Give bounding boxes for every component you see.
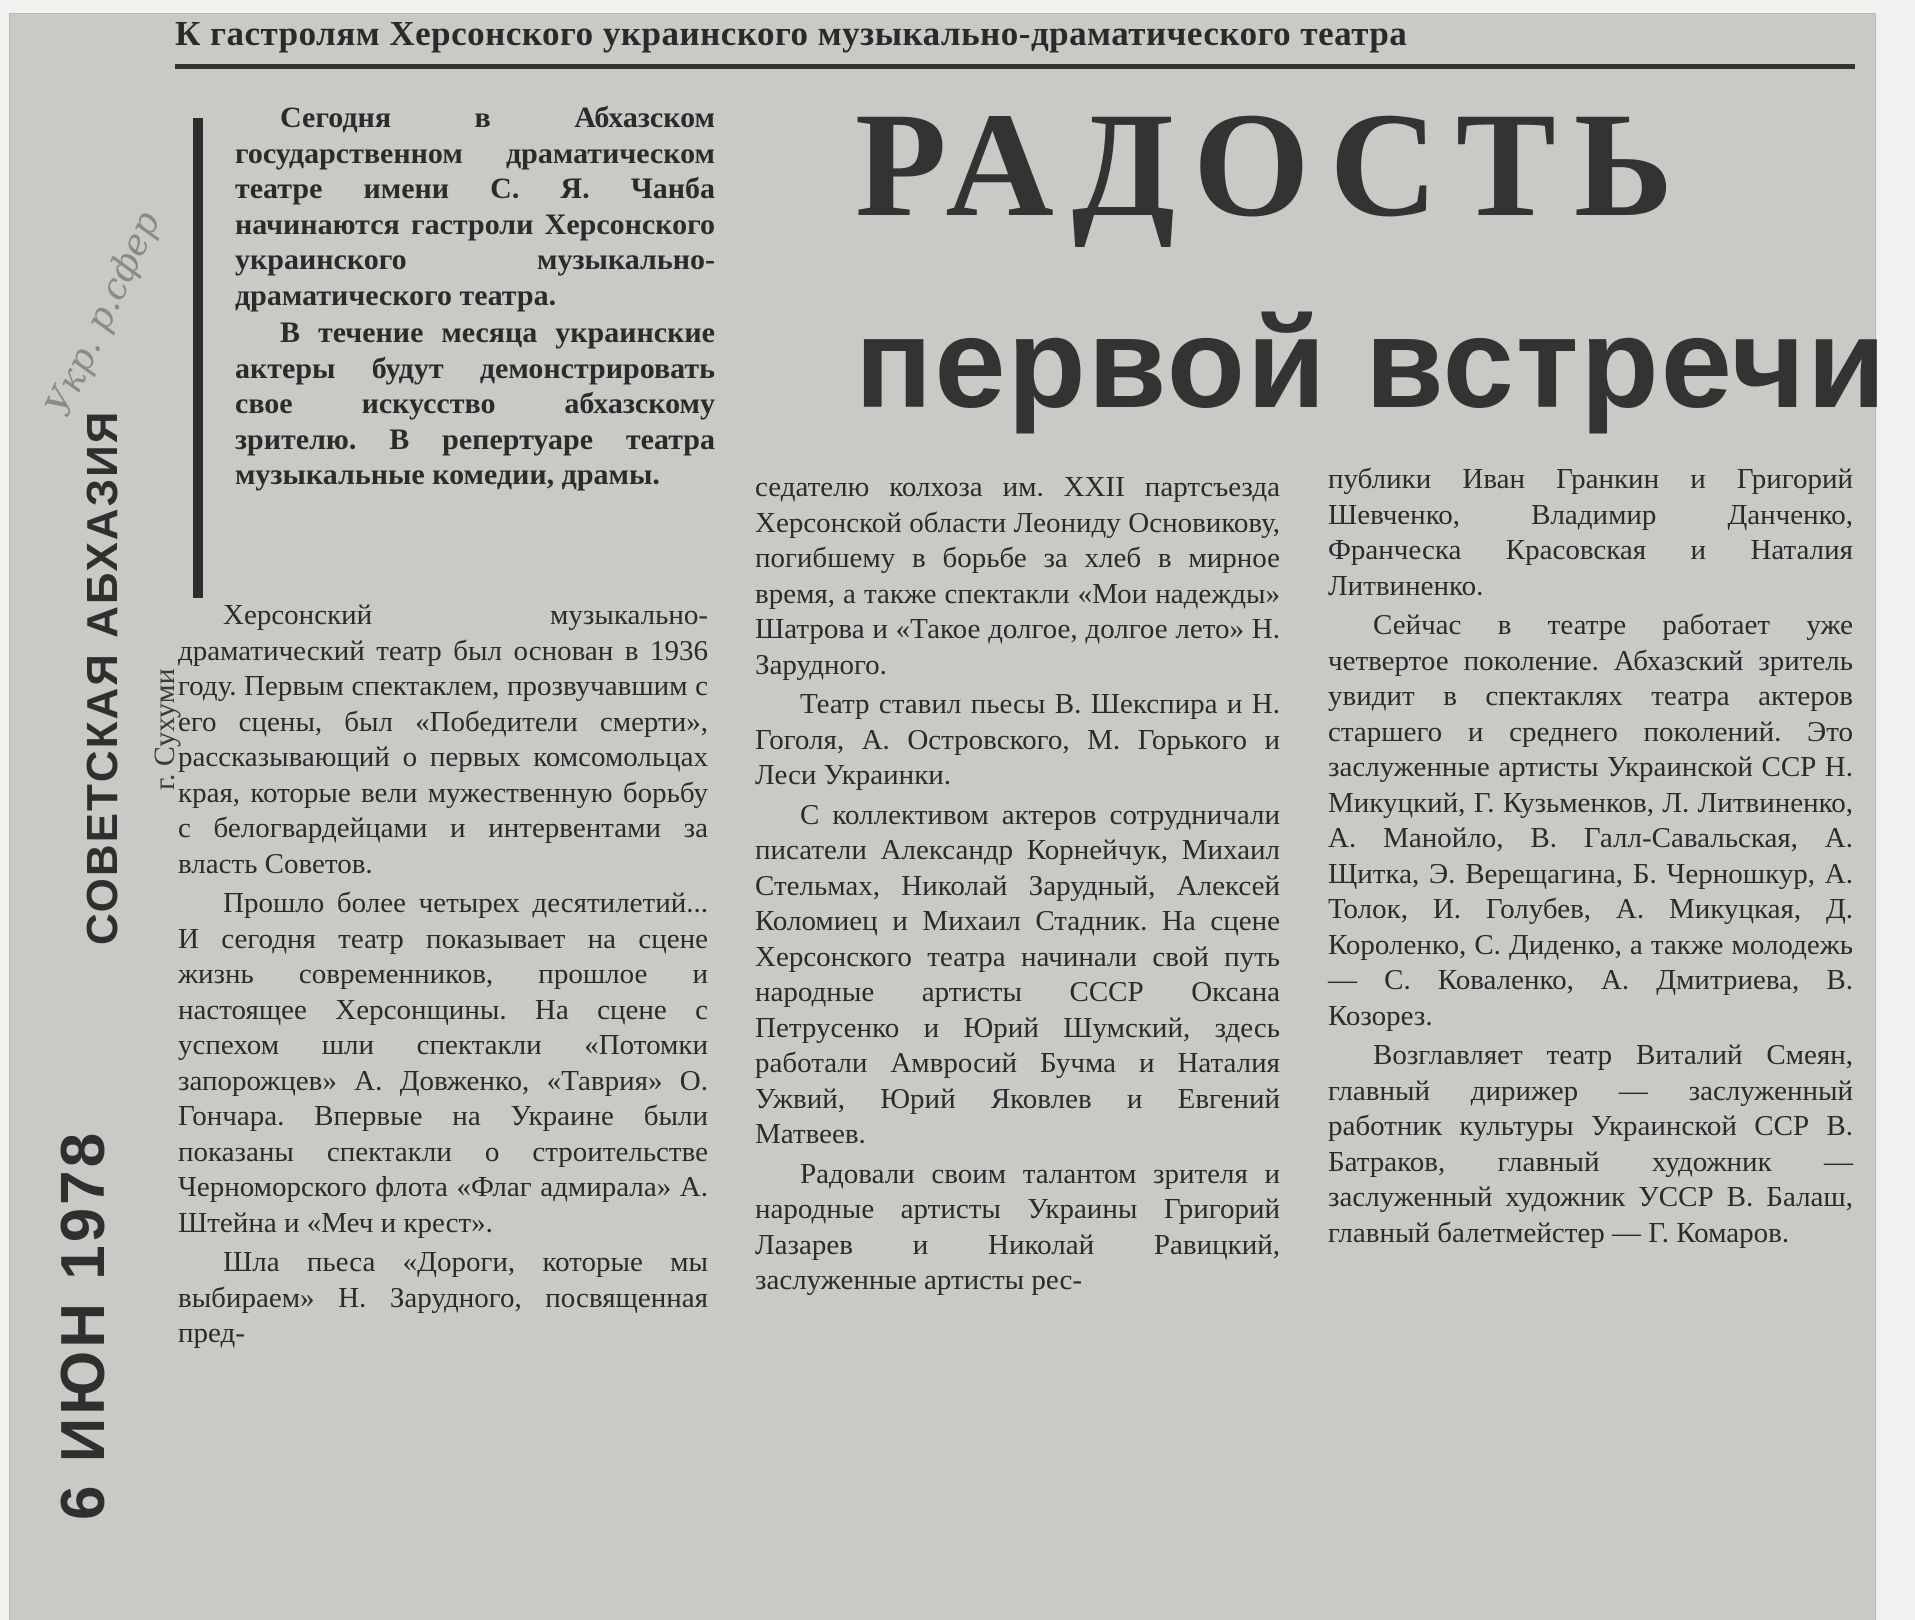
lead-paragraph: Сегодня в Абхазском государственном драматическом театре имени С. Я. Чанба начинаются гастроли Херсонского украинского музыкально-драматического театра. bbox=[235, 101, 715, 312]
column-paragraph: Прошло более четырех десятилетий... И сегодня театр показывает на сцене жизнь современников, прошлое и настоящее Херсонщины. На сцене с успехом шли спектакли «Потомки запорожцев» А. Довженко, «Таврия» О. Гончара. Впервые на Украине были показаны спектакли о строительстве Черноморского флота «Флаг адмирала» А. Штейна и «Меч и крест». bbox=[178, 887, 708, 1239]
article-title-line2: первой встречи bbox=[855, 292, 1888, 435]
column-paragraph: Театр ставил пьесы В. Шекспира и Н. Гоголя, А. Островского, М. Горького и Леси Украинки. bbox=[755, 688, 1280, 791]
headline: К гастролям Херсонского украинского музыкально-драматического театра bbox=[175, 14, 1408, 53]
date-stamp: 6 ИЮН 1978 bbox=[49, 1129, 118, 1520]
lead-paragraphs bbox=[235, 100, 715, 495]
column-paragraph: Возглавляет театр Виталий Смеян, главный дирижер — заслуженный работник культуры Украинской ССР В. Батраков, главный художник — заслуженный художник УССР В. Балаш, главный балетмейстер — Г. Комаров. bbox=[1328, 1039, 1853, 1249]
article-title-line1: РАДОСТЬ bbox=[855, 82, 1692, 248]
headline-rule bbox=[175, 64, 1855, 69]
column-paragraph: Сейчас в театре работает уже четвертое поколение. Абхазский зритель увидит в спектаклях театра актеров старшего и среднего поколений. Это заслуженные артисты Украинской ССР Н. Микуцкий, Г. Кузьменков, Л. Литвиненко, А. Манойло, В. Галл-Савальская, А. Щитка, Э. Верещагина, Б. Черношкур, А. Толок, И. Голубев, А. Микуцкая, Д. Короленко, С. Диденко, а также молодежь — С. Коваленко, А. Дмитриева, В. Козорез. bbox=[1328, 609, 1853, 1032]
lead-side-bar bbox=[193, 118, 203, 598]
city-stamp: г. Сухуми bbox=[148, 668, 181, 790]
lead-paragraph: В течение месяца украинские актеры будут демонстрировать свое искусство абхазскому зрителю. В репертуаре театра музыкальные комедии, драмы. bbox=[235, 316, 715, 491]
column-paragraph: публики Иван Гранкин и Григорий Шевченко, Владимир Данченко, Франческа Красовская и Наталия Литвиненко. bbox=[1328, 463, 1853, 602]
column-paragraph: седателю колхоза им. XXII партсъезда Херсонской области Леониду Основикову, погибшему в борьбе за хлеб в мирное время, а также спектакли «Мои надежды» Шатрова и «Такое долгое, долгое лето» Н. Зарудного. bbox=[755, 471, 1280, 681]
column-3 bbox=[1328, 462, 1853, 1255]
column-paragraph: Херсонский музыкально-драматический театр был основан в 1936 году. Первым спектаклем, прозвучавшим с его сцены, был «Победители смерти», рассказывающий о первых комсомольцах края, которые вели мужественную борьбу с белогвардейцами и интервентами за власть Советов. bbox=[178, 599, 708, 880]
column-paragraph: Радовали своим талантом зрителя и народные артисты Украины Григорий Лазарев и Николай Равицкий, заслуженные артисты рес- bbox=[755, 1157, 1280, 1296]
column-1 bbox=[178, 598, 708, 1356]
newspaper-name-stamp: СОВЕТСКАЯ АБХАЗИЯ bbox=[78, 409, 127, 945]
column-paragraph: С коллективом актеров сотрудничали писатели Александр Корнейчук, Михаил Стельмах, Николай Зарудный, Алексей Коломиец и Михаил Стадник. На сцене Херсонского театра начинали свой путь народные артисты СССР Оксана Петрусенко и Юрий Шумский, здесь работали Амвросий Бучма и Наталия Ужвий, Юрий Яковлев и Евгений Матвеев. bbox=[755, 798, 1280, 1150]
handwritten-note: Укр. р.сфер bbox=[38, 205, 169, 423]
column-2 bbox=[755, 470, 1280, 1303]
column-paragraph: Шла пьеса «Дороги, которые мы выбираем» Н. Зарудного, посвященная пред- bbox=[178, 1246, 708, 1349]
